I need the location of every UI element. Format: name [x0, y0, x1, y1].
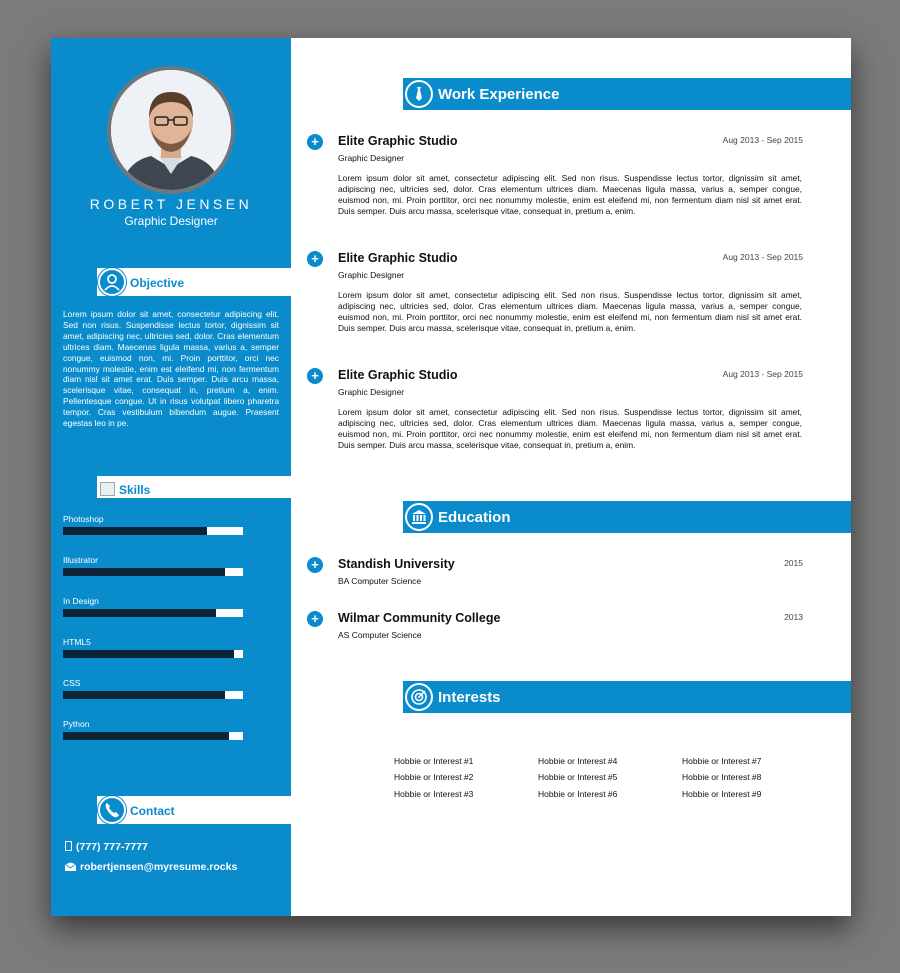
- target-icon: [405, 683, 433, 711]
- skill-bar-fill: [63, 609, 216, 617]
- objective-heading: Objective: [130, 276, 185, 290]
- skill-bar: [63, 609, 243, 617]
- skill-name: Python: [63, 719, 90, 729]
- education-year: 2013: [784, 612, 803, 622]
- skill-name: Photoshop: [63, 514, 104, 524]
- objective-text: Lorem ipsum dolor sit amet, consectetur adipiscing elit. Sed non risus. Suspendisse lectus tortor, dignissim sit amet, adipiscing nec, ultricies sed, dolor. Cras elementum ultrices diam. Maecenas ligula massa, varius a, semper congue, euismod non, mi. Proin porttitor, orci nec nonummy molestie, enim est eleifend mi, non fermentum diam nisl sit amet erat. Duis semper. Duis arcu massa, scelerisque vitae, consequat in, pretium a, enim. Pellentesque congue. Ut in risus volutpat libero pharetra tempor. Cras vestibulum bibendum augue. Praesent egestas leo in pe.: [63, 309, 279, 429]
- sidebar: [51, 38, 291, 916]
- resume-page: [51, 38, 851, 916]
- work-description: Lorem ipsum dolor sit amet, consectetur adipiscing elit. Sed non risus. Suspendisse lectus tortor, dignissim sit amet, adipiscing nec, ultricies sed, dolor. Cras elementum ultrices diam. Maecenas ligula massa, varius a, semper congue, euismod non, mi. Proin porttitor, orci nec nonummy molestie, enim est eleifend mi, non fermentum diam nisl sit amet erat. Duis semper. Duis arcu massa, scelerisque vitae, consequat in, pretium a, enim.: [338, 407, 802, 450]
- interest-item: Hobbie or Interest #4: [538, 756, 618, 766]
- education-degree: BA Computer Science: [338, 576, 422, 586]
- phone-line: [65, 841, 148, 853]
- main-content: [291, 38, 851, 916]
- plus-icon: +: [307, 134, 323, 150]
- skill-name: In Design: [63, 596, 99, 606]
- work-role: Graphic Designer: [338, 387, 405, 397]
- skill-name: CSS: [63, 678, 81, 688]
- skill-bar-fill: [63, 650, 234, 658]
- skills-heading: Skills: [119, 483, 151, 497]
- user-icon: [98, 268, 126, 296]
- interests-heading: Interests: [438, 689, 501, 706]
- work-description: Lorem ipsum dolor sit amet, consectetur adipiscing elit. Sed non risus. Suspendisse lectus tortor, dignissim sit amet, adipiscing nec, ultricies sed, dolor. Cras elementum ultrices diam. Maecenas ligula massa, varius a, semper congue, euismod non, mi. Proin porttitor, orci nec nonummy molestie, enim est eleifend mi, non fermentum diam nisl sit amet erat. Duis semper. Duis arcu massa, scelerisque vitae, consequat in, pretium a, enim.: [338, 290, 802, 333]
- work-heading: Work Experience: [438, 86, 560, 103]
- interest-item: Hobbie or Interest #9: [682, 789, 762, 799]
- contact-header-bar: [97, 796, 291, 824]
- skill-bar: [63, 527, 243, 535]
- skill-bar: [63, 650, 243, 658]
- interest-item: Hobbie or Interest #2: [394, 772, 474, 782]
- profile-photo: [107, 66, 235, 194]
- work-role: Graphic Designer: [338, 270, 405, 280]
- mobile-icon: [65, 841, 72, 851]
- skill-bar-fill: [63, 732, 229, 740]
- contact-email[interactable]: robertjensen@myresume.rocks: [80, 861, 238, 873]
- email-line: [65, 861, 237, 874]
- interest-item: Hobbie or Interest #6: [538, 789, 618, 799]
- interest-item: Hobbie or Interest #1: [394, 756, 474, 766]
- objective-header-bar: [97, 268, 291, 296]
- education-school: Wilmar Community College: [338, 611, 501, 625]
- work-description: Lorem ipsum dolor sit amet, consectetur adipiscing elit. Sed non risus. Suspendisse lectus tortor, dignissim sit amet, adipiscing nec, ultricies sed, dolor. Cras elementum ultrices diam. Maecenas ligula massa, varius a, semper congue, euismod non, mi. Proin porttitor, orci nec nonummy molestie, enim est eleifend mi, non fermentum diam nisl sit amet erat. Duis semper. Duis arcu massa, scelerisque vitae, consequat in, pretium a, enim.: [338, 173, 802, 216]
- work-role: Graphic Designer: [338, 153, 405, 163]
- education-heading: Education: [438, 509, 511, 526]
- skill-bar: [63, 568, 243, 576]
- work-company: Elite Graphic Studio: [338, 368, 458, 382]
- work-company: Elite Graphic Studio: [338, 251, 458, 265]
- plus-icon: +: [307, 368, 323, 384]
- plus-icon: +: [307, 557, 323, 573]
- skill-bar-fill: [63, 691, 225, 699]
- education-degree: AS Computer Science: [338, 630, 422, 640]
- contact-phone[interactable]: (777) 777-7777: [76, 841, 148, 853]
- broken-image-icon: [100, 482, 115, 496]
- plus-icon: +: [307, 611, 323, 627]
- tie-icon: [405, 80, 433, 108]
- skill-name: HTML5: [63, 637, 91, 647]
- interest-item: Hobbie or Interest #3: [394, 789, 474, 799]
- phone-icon: [98, 796, 126, 824]
- skill-name: Illustrator: [63, 555, 98, 565]
- work-company: Elite Graphic Studio: [338, 134, 458, 148]
- skill-bar-fill: [63, 568, 225, 576]
- work-dates: Aug 2013 - Sep 2015: [722, 369, 803, 379]
- contact-heading: Contact: [130, 804, 175, 818]
- interest-item: Hobbie or Interest #7: [682, 756, 762, 766]
- skill-bar: [63, 732, 243, 740]
- plus-icon: +: [307, 251, 323, 267]
- work-dates: Aug 2013 - Sep 2015: [722, 135, 803, 145]
- education-year: 2015: [784, 558, 803, 568]
- skill-bar-fill: [63, 527, 207, 535]
- envelope-icon: [65, 862, 76, 874]
- profile-name: ROBERT JENSEN: [89, 196, 253, 212]
- interest-item: Hobbie or Interest #8: [682, 772, 762, 782]
- interest-item: Hobbie or Interest #5: [538, 772, 618, 782]
- work-dates: Aug 2013 - Sep 2015: [722, 252, 803, 262]
- institution-icon: [405, 503, 433, 531]
- profile-title: Graphic Designer: [124, 214, 218, 228]
- skill-bar: [63, 691, 243, 699]
- education-school: Standish University: [338, 557, 455, 571]
